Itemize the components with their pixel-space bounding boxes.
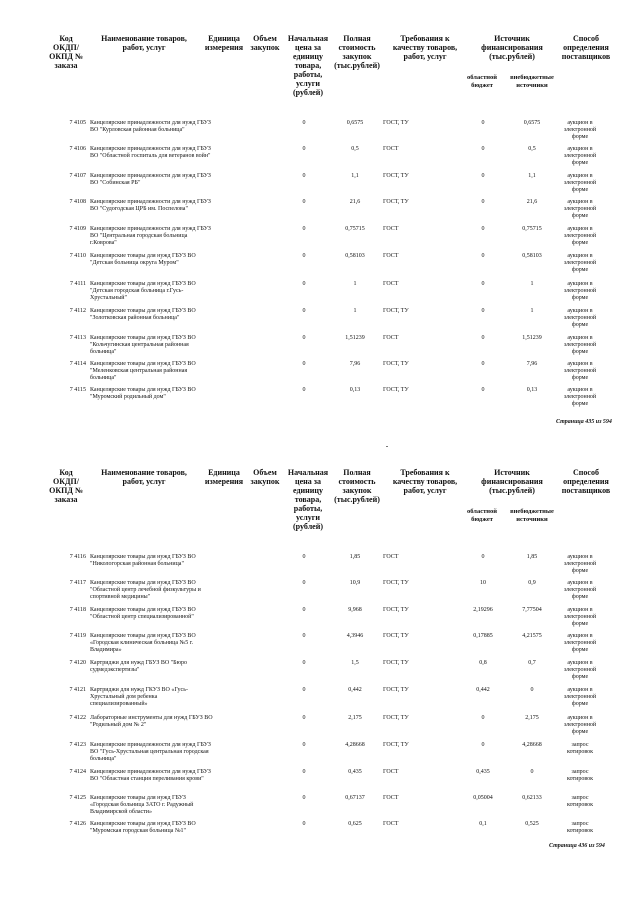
row-full-cost: 21,6 — [349, 199, 361, 205]
row-full-cost: 1,5 — [351, 660, 359, 666]
row-initial-price: 0 — [302, 226, 306, 232]
row-method: аукцион в электронной форме — [563, 281, 597, 301]
header-regional: областной бюджет — [466, 74, 498, 89]
row-regional: 0 — [481, 387, 485, 393]
row-requirements: ГОСТ, ТУ — [383, 361, 409, 367]
row-name: Картриджи для нужд ГКУЗ ВО «Гусь-Хрустальный дом ребенка специализированный» — [90, 687, 188, 707]
row-code: 7 4125 — [69, 795, 86, 801]
row-regional: 0,17885 — [473, 633, 493, 639]
row-requirements: ГОСТ, ТУ — [383, 308, 409, 314]
row-extrabudget: 1,85 — [526, 554, 538, 560]
row-method: аукцион в электронной форме — [563, 226, 597, 246]
row-initial-price: 0 — [302, 660, 306, 666]
row-method: аукцион в электронной форме — [563, 660, 597, 680]
header-full-cost: Полная стоимость закупок (тыс.рублей) — [334, 468, 380, 504]
row-regional: 0 — [481, 715, 485, 721]
row-method: аукцион в электронной форме — [563, 554, 597, 574]
row-requirements: ГОСТ, ТУ — [383, 173, 409, 179]
row-requirements: ГОСТ — [383, 795, 399, 801]
row-name: Канцелярские товары для нужд ГБУЗ ВО "Областной центр специализированной" — [90, 607, 196, 620]
row-code: 7 4111 — [69, 281, 86, 287]
row-full-cost: 1 — [353, 308, 357, 314]
row-code: 7 4107 — [69, 173, 86, 179]
row-name: Канцелярские товары для нужд ГБУЗ ВО «Городская клиническая больница №5 г. Владимира» — [90, 633, 196, 653]
row-requirements: ГОСТ, ТУ — [383, 120, 409, 126]
row-full-cost: 4,28668 — [345, 742, 365, 748]
row-method: аукцион в электронной форме — [563, 715, 597, 735]
row-requirements: ГОСТ — [383, 146, 399, 152]
row-name: Канцелярские принадлежности для нужд ГБУЗ ВО "Центральная городская больница г.Коврова" — [90, 226, 211, 246]
header-source: Источник финансирования (тыс.рублей) — [481, 468, 543, 495]
row-code: 7 4123 — [69, 742, 86, 748]
header-code: Код ОКДП/ ОКПД № заказа — [49, 34, 83, 70]
row-regional: 0 — [481, 742, 485, 748]
row-name: Канцелярские товары для нужд ГБУЗ ВО "Областной центр лечебной физкультуры и спортивной медицины" — [90, 580, 201, 600]
row-full-cost: 0,435 — [348, 769, 362, 775]
row-initial-price: 0 — [302, 580, 306, 586]
header-extrabudget: внебюджетные источники — [510, 508, 554, 523]
row-extrabudget: 4,21575 — [522, 633, 542, 639]
header-volume: Объем закупок — [250, 34, 280, 52]
row-extrabudget: 0,7 — [528, 660, 536, 666]
row-extrabudget: 7,77504 — [522, 607, 542, 613]
row-method: аукцион в электронной форме — [563, 146, 597, 166]
row-name: Канцелярские принадлежности для нужд ГБУЗ ВО "Судогодская ЦРБ им. Поспелова" — [90, 199, 211, 212]
row-regional: 0,8 — [479, 660, 487, 666]
row-initial-price: 0 — [302, 281, 306, 287]
row-full-cost: 2,175 — [348, 715, 362, 721]
row-method: аукцион в электронной форме — [563, 253, 597, 273]
header-extrabudget: внебюджетные источники — [510, 74, 554, 89]
row-code: 7 4114 — [69, 361, 86, 367]
row-initial-price: 0 — [302, 173, 306, 179]
row-full-cost: 0,58103 — [345, 253, 365, 259]
row-regional: 0 — [481, 226, 485, 232]
row-method: аукцион в электронной форме — [563, 580, 597, 600]
row-initial-price: 0 — [302, 633, 306, 639]
row-name: Канцелярские принадлежности для нужд ГБУЗ ВО "Собинская РБ" — [90, 173, 211, 186]
row-full-cost: 0,6575 — [346, 120, 364, 126]
row-code: 7 4112 — [69, 308, 86, 314]
row-extrabudget: 1,51239 — [522, 335, 542, 341]
row-extrabudget: 1 — [530, 308, 534, 314]
row-name: Канцелярские принадлежности для нужд ГБУЗ ВО "Гусь-Хрустальная центральная городская больница" — [90, 742, 211, 762]
row-method: запрос котировок — [566, 769, 594, 782]
row-initial-price: 0 — [302, 387, 306, 393]
row-regional: 10 — [480, 580, 486, 586]
row-code: 7 4121 — [69, 687, 86, 693]
row-extrabudget: 1,1 — [528, 173, 536, 179]
row-initial-price: 0 — [302, 554, 306, 560]
row-name: Картриджи для нужд ГБУЗ ВО "Бюро судмедэкспертизы" — [90, 660, 188, 673]
row-requirements: ГОСТ, ТУ — [383, 580, 409, 586]
row-method: аукцион в электронной форме — [563, 199, 597, 219]
header-name: Наименование товаров, работ, услуг — [101, 468, 187, 486]
row-full-cost: 0,625 — [348, 821, 362, 827]
row-regional: 0 — [481, 361, 485, 367]
header-initial-price: Начальная цена за единицу товара, работы, услуги (рублей) — [287, 34, 329, 97]
row-extrabudget: 1 — [530, 281, 534, 287]
row-method: аукцион в электронной форме — [563, 687, 597, 707]
row-regional: 0 — [481, 281, 485, 287]
header-initial-price: Начальная цена за единицу товара, работы, услуги (рублей) — [287, 468, 329, 531]
header-regional: областной бюджет — [466, 508, 498, 523]
header-requirements: Требования к качеству товаров, работ, услуг — [392, 34, 458, 61]
row-extrabudget: 21,6 — [526, 199, 538, 205]
row-regional: 0 — [481, 335, 485, 341]
row-regional: 0,435 — [476, 769, 490, 775]
header-unit: Единица измерения — [204, 468, 244, 486]
row-extrabudget: 0,62133 — [522, 795, 542, 801]
row-initial-price: 0 — [302, 821, 306, 827]
row-method: аукцион в электронной форме — [563, 173, 597, 193]
row-extrabudget: 0,9 — [528, 580, 536, 586]
row-initial-price: 0 — [302, 607, 306, 613]
row-full-cost: 1 — [353, 281, 357, 287]
row-initial-price: 0 — [302, 146, 306, 152]
row-initial-price: 0 — [302, 199, 306, 205]
row-method: аукцион в электронной форме — [563, 361, 597, 381]
row-method: аукцион в электронной форме — [563, 335, 597, 355]
row-initial-price: 0 — [302, 769, 306, 775]
row-code: 7 4115 — [69, 387, 86, 393]
row-name: Канцелярские товары для нужд ГБУЗ ВО "Муромская городская больница №1" — [90, 821, 196, 834]
row-code: 7 4122 — [69, 715, 86, 721]
row-extrabudget: 4,28668 — [522, 742, 542, 748]
row-name: Канцелярские товары для нужд ГБУЗ ВО "Золотковская районная больница" — [90, 308, 196, 321]
header-unit: Единица измерения — [204, 34, 244, 52]
row-requirements: ГОСТ — [383, 281, 399, 287]
row-initial-price: 0 — [302, 715, 306, 721]
row-initial-price: 0 — [302, 742, 306, 748]
row-requirements: ГОСТ, ТУ — [383, 742, 409, 748]
row-code: 7 4108 — [69, 199, 86, 205]
row-method: запрос котировок — [566, 742, 594, 755]
row-extrabudget: 0,58103 — [522, 253, 542, 259]
row-name: Канцелярские товары для нужд ГБУЗ ВО "Детская больница округа Муром" — [90, 253, 196, 266]
row-initial-price: 0 — [302, 795, 306, 801]
row-name: Канцелярские товары для нужд ГБУЗ «Городская больница ЗАТО г. Радужный Владимирской области» — [90, 795, 194, 815]
row-method: аукцион в электронной форме — [563, 120, 597, 140]
row-regional: 0 — [481, 120, 485, 126]
row-regional: 0,1 — [479, 821, 487, 827]
row-requirements: ГОСТ, ТУ — [383, 715, 409, 721]
row-name: Канцелярские товары для нужд ГБУЗ ВО "Никологорская районная больница" — [90, 554, 196, 567]
row-full-cost: 0,442 — [348, 687, 362, 693]
row-extrabudget: 7,96 — [526, 361, 538, 367]
row-initial-price: 0 — [302, 361, 306, 367]
row-method: запрос котировок — [566, 795, 594, 808]
row-initial-price: 0 — [302, 308, 306, 314]
row-code: 7 4113 — [69, 335, 86, 341]
row-extrabudget: 2,175 — [525, 715, 539, 721]
row-code: 7 4109 — [69, 226, 86, 232]
row-method: аукцион в электронной форме — [563, 308, 597, 328]
row-full-cost: 1,51239 — [345, 335, 365, 341]
row-requirements: ГОСТ — [383, 769, 399, 775]
row-regional: 0 — [481, 554, 485, 560]
header-volume: Объем закупок — [250, 468, 280, 486]
table-header — [0, 468, 640, 588]
row-regional: 0 — [481, 253, 485, 259]
row-full-cost: 9,968 — [348, 607, 362, 613]
row-regional: 2,19296 — [473, 607, 493, 613]
row-extrabudget: 0,6575 — [523, 120, 541, 126]
row-extrabudget: 0 — [530, 687, 534, 693]
row-code: 7 4120 — [69, 660, 86, 666]
row-method: запрос котировок — [566, 821, 594, 834]
row-requirements: ГОСТ — [383, 335, 399, 341]
header-name: Наименование товаров, работ, услуг — [101, 34, 187, 52]
row-code: 7 4124 — [69, 769, 86, 775]
row-full-cost: 1,1 — [351, 173, 359, 179]
row-requirements: ГОСТ, ТУ — [383, 387, 409, 393]
row-regional: 0,05004 — [473, 795, 493, 801]
row-code: 7 4126 — [69, 821, 86, 827]
row-full-cost: 1,85 — [349, 554, 361, 560]
page-number: Страница 436 из 594 — [549, 843, 605, 849]
table-header — [0, 34, 640, 154]
row-code: 7 4105 — [69, 120, 86, 126]
row-code: 7 4117 — [69, 580, 86, 586]
header-full-cost: Полная стоимость закупок (тыс.рублей) — [334, 34, 380, 70]
row-code: 7 4106 — [69, 146, 86, 152]
row-requirements: ГОСТ — [383, 821, 399, 827]
row-full-cost: 7,96 — [349, 361, 361, 367]
row-code: 7 4119 — [69, 633, 86, 639]
row-name: Канцелярские товары для нужд ГБУЗ ВО "Меленковская центральная районная больница" — [90, 361, 196, 381]
row-regional: 0,442 — [476, 687, 490, 693]
row-name: Канцелярские принадлежности для нужд ГБУЗ ВО "Курловская районная больница" — [90, 120, 211, 133]
row-name: Лабораторные инструменты для нужд ГБУЗ ВО "Родильный дом № 2" — [90, 715, 213, 728]
row-name: Канцелярские товары для нужд ГБУЗ ВО "Кольчугинская центральная районная больница" — [90, 335, 196, 355]
row-extrabudget: 0,75715 — [522, 226, 542, 232]
header-code: Код ОКДП/ ОКПД № заказа — [49, 468, 83, 504]
row-regional: 0 — [481, 308, 485, 314]
row-requirements: ГОСТ, ТУ — [383, 607, 409, 613]
header-requirements: Требования к качеству товаров, работ, услуг — [392, 468, 458, 495]
row-initial-price: 0 — [302, 687, 306, 693]
row-full-cost: 10,9 — [349, 580, 361, 586]
row-requirements: ГОСТ, ТУ — [383, 633, 409, 639]
row-initial-price: 0 — [302, 335, 306, 341]
row-method: аукцион в электронной форме — [563, 607, 597, 627]
row-regional: 0 — [481, 173, 485, 179]
row-full-cost: 0,75715 — [345, 226, 365, 232]
row-code: 7 4118 — [69, 607, 86, 613]
scan-speck — [386, 446, 388, 447]
row-full-cost: 0,13 — [349, 387, 361, 393]
row-regional: 0 — [481, 199, 485, 205]
row-initial-price: 0 — [302, 120, 306, 126]
row-name: Канцелярские товары для нужд ГБУЗ ВО "Детская городская больница г.Гусь-Хрустальный" — [90, 281, 196, 301]
row-full-cost: 0,5 — [351, 146, 359, 152]
row-method: аукцион в электронной форме — [563, 633, 597, 653]
row-requirements: ГОСТ, ТУ — [383, 199, 409, 205]
row-code: 7 4116 — [69, 554, 86, 560]
row-code: 7 4110 — [69, 253, 86, 259]
row-extrabudget: 0,13 — [526, 387, 538, 393]
row-name: Канцелярские принадлежности для нужд ГБУЗ ВО "Областной госпиталь для ветеранов войн" — [90, 146, 211, 159]
header-method: Способ определения поставщиков — [561, 468, 611, 495]
header-source: Источник финансирования (тыс.рублей) — [481, 34, 543, 61]
row-requirements: ГОСТ, ТУ — [383, 660, 409, 666]
row-extrabudget: 0,5 — [528, 146, 536, 152]
row-requirements: ГОСТ — [383, 226, 399, 232]
row-full-cost: 0,67137 — [345, 795, 365, 801]
row-initial-price: 0 — [302, 253, 306, 259]
row-requirements: ГОСТ, ТУ — [383, 687, 409, 693]
row-method: аукцион в электронной форме — [563, 387, 597, 407]
row-name: Канцелярские товары для нужд ГБУЗ ВО "Муромский родильный дом" — [90, 387, 196, 400]
row-name: Канцелярские принадлежности для нужд ГБУЗ ВО "Областная станция переливания крови" — [90, 769, 211, 782]
row-full-cost: 4,3946 — [346, 633, 364, 639]
row-regional: 0 — [481, 146, 485, 152]
row-extrabudget: 0 — [530, 769, 534, 775]
row-requirements: ГОСТ — [383, 253, 399, 259]
row-requirements: ГОСТ — [383, 554, 399, 560]
header-method: Способ определения поставщиков — [561, 34, 611, 61]
row-extrabudget: 0,525 — [525, 821, 539, 827]
page-number: Страница 435 из 594 — [556, 419, 612, 425]
